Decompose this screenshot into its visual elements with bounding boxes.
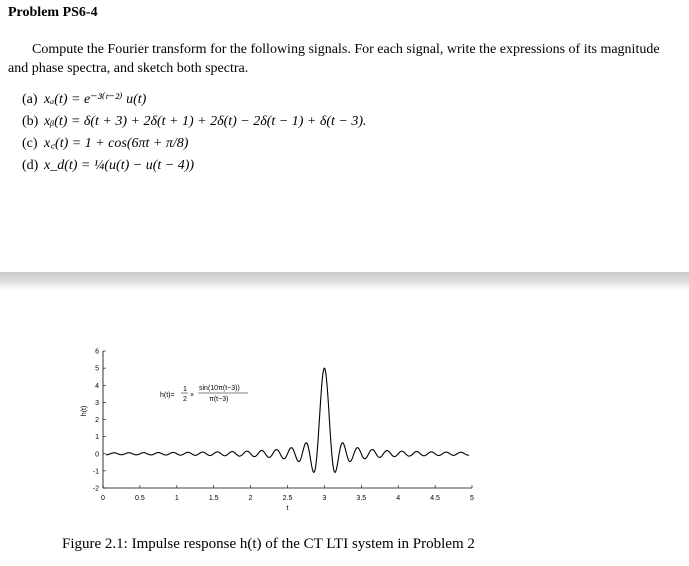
x-tick-label: 2 xyxy=(248,495,253,502)
y-tick-label: 4 xyxy=(95,382,99,390)
x-tick-label: 5 xyxy=(470,495,474,502)
item-expression: xᵦ(t) = δ(t + 3) + 2δ(t + 1) + 2δ(t) − 2δ(t − 1) + δ(t − 3). xyxy=(44,114,367,129)
x-tick-label: 0 xyxy=(101,495,105,502)
formula-times: × xyxy=(190,392,195,399)
y-tick-label: -1 xyxy=(92,468,99,476)
y-axis-label: h(t) xyxy=(81,405,88,417)
plot-axes xyxy=(103,351,472,488)
y-tick-label: -2 xyxy=(92,485,99,493)
formula-denominator: π(t−3) xyxy=(209,396,229,403)
formula-coef-num: 1 xyxy=(183,386,187,393)
figure-caption: Figure 2.1: Impulse response h(t) of the CT LTI system in Problem 2 xyxy=(62,536,475,552)
x-tick-label: 1 xyxy=(174,495,179,502)
x-tick-label: 3.5 xyxy=(356,495,367,502)
x-tick-label: 3 xyxy=(322,495,327,502)
y-tick-label: 6 xyxy=(95,348,99,356)
formula-annotation xyxy=(160,385,248,403)
y-ticks xyxy=(93,349,106,493)
x-tick-label: 4 xyxy=(396,495,401,502)
x-tick-label: 4.5 xyxy=(430,495,440,502)
y-tick-label: 3 xyxy=(95,399,99,407)
item-label: (c) xyxy=(22,136,38,151)
x-tick-label: 0.5 xyxy=(135,495,145,502)
item-label: (a) xyxy=(22,92,38,107)
y-tick-label: 1 xyxy=(95,434,99,442)
formula-coef-den: 2 xyxy=(183,396,187,403)
x-tick-label: 2.5 xyxy=(282,495,293,502)
item-label: (d) xyxy=(22,158,39,173)
x-ticks xyxy=(101,485,474,502)
item-expression: x꜀(t) = 1 + cos(6πt + π/8) xyxy=(44,136,189,151)
x-axis-label: t xyxy=(286,505,289,512)
y-tick-label: 0 xyxy=(95,451,99,459)
item-label: (b) xyxy=(22,114,39,129)
problem-title: Problem PS6-4 xyxy=(8,5,98,20)
item-expression: x_d(t) = ¼(u(t) − u(t − 4)) xyxy=(44,158,195,173)
h-t-curve xyxy=(106,368,469,472)
formula-lhs: h(t)= xyxy=(160,392,175,399)
y-tick-label: 5 xyxy=(95,365,99,373)
formula-numerator: sin(10π(t−3)) xyxy=(199,385,240,392)
x-tick-label: 1.5 xyxy=(208,495,219,502)
item-expression: xₐ(t) = e⁻³⁽ᵗ⁻²⁾ u(t) xyxy=(44,92,147,107)
problem-prompt: Compute the Fourier transform for the following signals. For each signal, write the expressions of its magnitude and phase spectra, and sketch both spectra. xyxy=(8,42,660,76)
y-tick-label: 2 xyxy=(95,417,99,424)
